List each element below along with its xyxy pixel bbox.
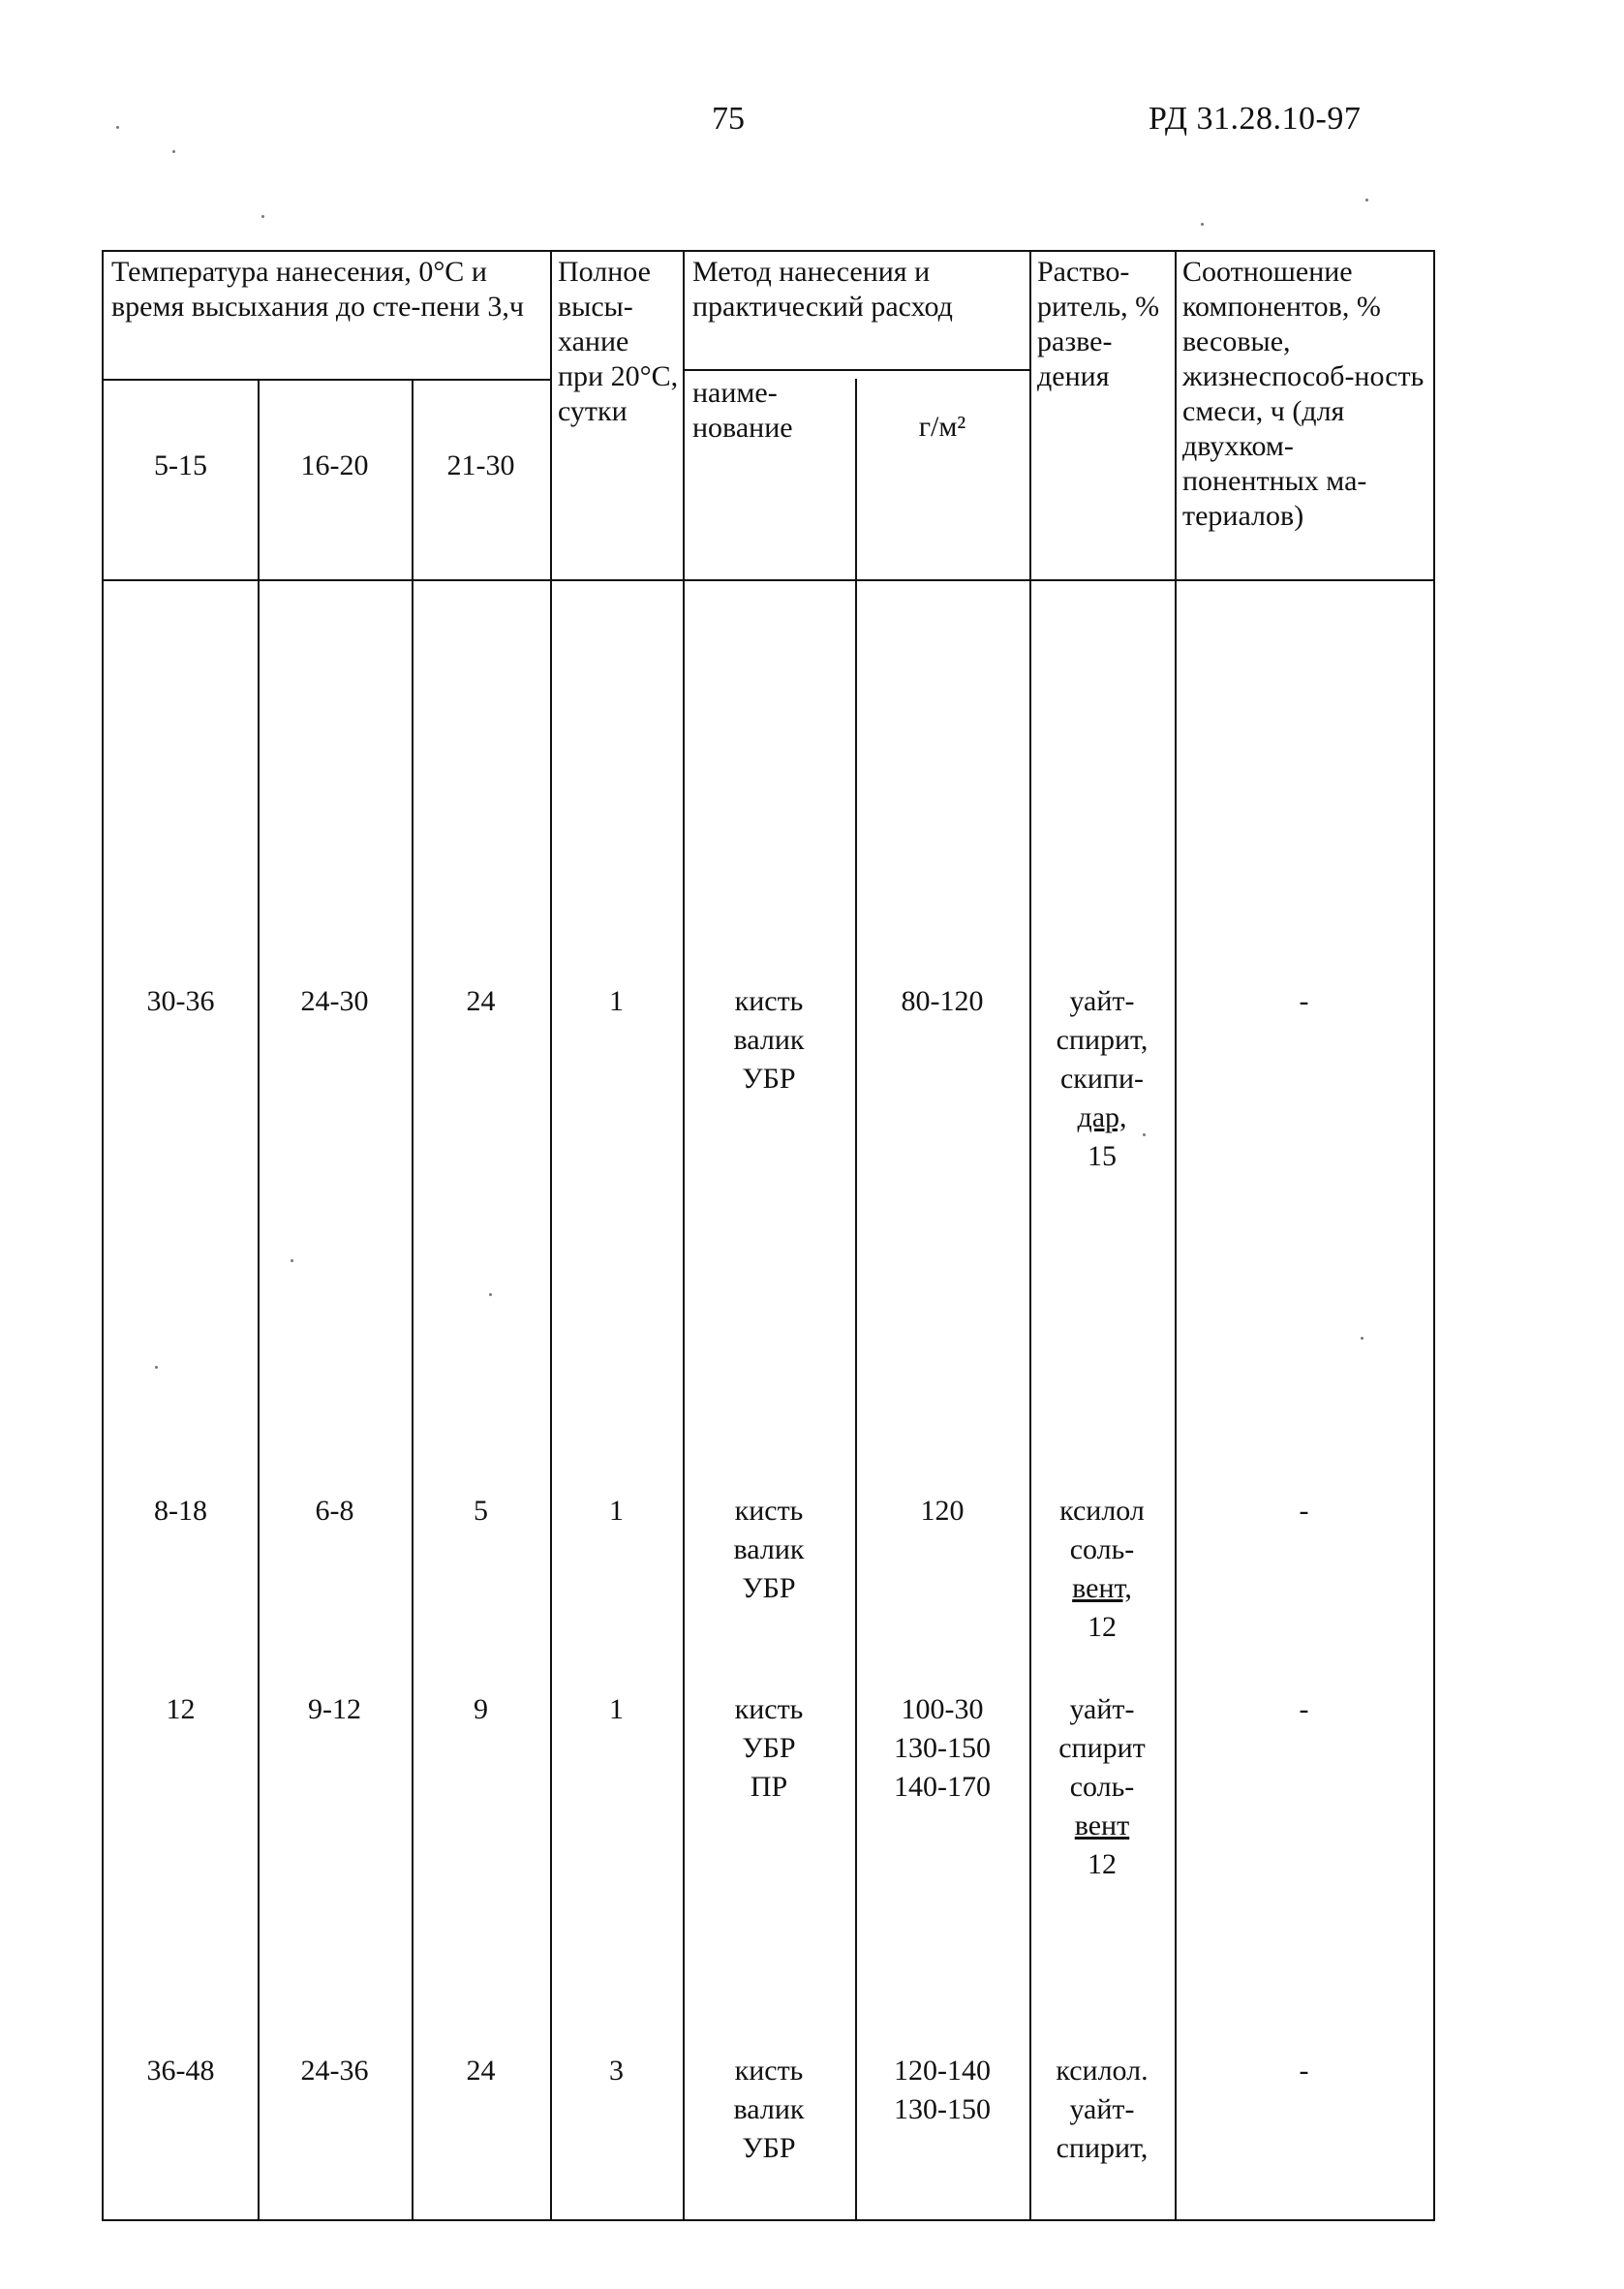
solvent-line: уайт- [1069, 1693, 1135, 1725]
row4-temp-21-30: 24 [466, 2055, 496, 2087]
header-temp-16-20: 16-20 [300, 449, 369, 481]
row2-ratio: - [1299, 1495, 1309, 1527]
solvent-dilution: 12 [1088, 1848, 1117, 1880]
scan-speck [155, 1366, 158, 1369]
header-method-name: наиме-нование [692, 377, 793, 444]
row3-ratio: - [1299, 1693, 1309, 1725]
solvent-line: уайт- [1069, 2093, 1135, 2125]
scan-speck [489, 1293, 492, 1296]
header-solvent: Раство-ритель, % разве-дения [1037, 256, 1160, 392]
solvent-dilution: 15 [1088, 1140, 1117, 1172]
method-item: валик [733, 1024, 805, 1056]
consumption-item: 130-150 [894, 2093, 991, 2125]
solvent-line: вент [1074, 1810, 1130, 1841]
method-item: кисть [734, 2055, 804, 2087]
solvent-line: соль- [1069, 1771, 1135, 1803]
method-item: кисть [734, 1495, 804, 1527]
method-item: валик [733, 2093, 805, 2125]
row1-methods [683, 982, 855, 1098]
document-code: РД 31.28.10-97 [1149, 101, 1362, 137]
scan-speck [1365, 199, 1368, 201]
scan-speck [1143, 1133, 1146, 1136]
solvent-line: спирит, [1056, 1024, 1149, 1056]
method-item: УБР [742, 2132, 796, 2164]
row1-ratio: - [1299, 985, 1309, 1017]
row4-solvent [1029, 2052, 1175, 2168]
scan-speck [1201, 223, 1204, 226]
solvent-line: ксилол [1059, 1495, 1145, 1527]
scan-speck [172, 150, 175, 153]
consumption-item: 140-170 [894, 1771, 991, 1803]
header-temp-5-15: 5-15 [154, 449, 207, 481]
method-item: валик [733, 1533, 805, 1565]
row4-consumption [855, 2052, 1029, 2129]
consumption-item: 100-30 [901, 1693, 984, 1725]
row4-temp-5-15: 36-48 [146, 2055, 215, 2087]
method-item: кисть [734, 985, 804, 1017]
row3-temp-21-30: 9 [474, 1693, 488, 1725]
row2-solvent [1029, 1492, 1175, 1647]
row2-temp-5-15: 8-18 [154, 1495, 207, 1527]
page-number: 75 [712, 101, 745, 137]
header-consumption-unit: г/м² [918, 411, 966, 443]
consumption-item: 80-120 [901, 985, 984, 1017]
row4-full-drying: 3 [609, 2055, 624, 2087]
row2-temp-21-30: 5 [474, 1495, 488, 1527]
consumption-item: 130-150 [894, 1732, 991, 1764]
solvent-line: скипи- [1059, 1063, 1145, 1095]
method-item: УБР [742, 1572, 796, 1604]
row2-consumption [855, 1492, 1029, 1531]
solvent-line: вент, [1072, 1572, 1132, 1604]
row1-temp-16-20: 24-30 [300, 985, 369, 1017]
consumption-item: 120 [920, 1495, 965, 1527]
header-component-ratio: Соотношение компонентов, % весовые, жизнеспособ-ность смеси, ч (для двухком-понентных ма-териалов) [1182, 256, 1425, 532]
row1-temp-21-30: 24 [466, 985, 496, 1017]
row1-solvent [1029, 982, 1175, 1176]
row2-full-drying: 1 [609, 1495, 624, 1527]
method-item: УБР [742, 1732, 796, 1764]
solvent-line: уайт- [1069, 985, 1135, 1017]
scan-speck [291, 1259, 293, 1262]
row3-temp-16-20: 9-12 [308, 1693, 361, 1725]
solvent-line: соль- [1069, 1533, 1135, 1565]
solvent-line: ксилол. [1056, 2055, 1149, 2087]
row4-methods [683, 2052, 855, 2168]
row1-consumption [855, 982, 1029, 1021]
row4-ratio: - [1299, 2055, 1309, 2087]
row3-solvent [1029, 1690, 1175, 1884]
row3-consumption [855, 1690, 1029, 1807]
solvent-line: спирит [1058, 1732, 1146, 1764]
consumption-item: 120-140 [894, 2055, 991, 2087]
row4-temp-16-20: 24-36 [300, 2055, 369, 2087]
solvent-line: дар, [1077, 1101, 1127, 1133]
header-temperature-group: Температура нанесения, 0°С и время высыхания до сте-пени 3,ч [111, 256, 524, 323]
method-item: УБР [742, 1063, 796, 1095]
row3-methods [683, 1690, 855, 1807]
row3-full-drying: 1 [609, 1693, 624, 1725]
header-method-group: Метод нанесения и практический расход [692, 256, 953, 323]
row1-temp-5-15: 30-36 [146, 985, 215, 1017]
solvent-line: спирит, [1056, 2132, 1149, 2164]
header-temp-21-30: 21-30 [446, 449, 515, 481]
solvent-dilution: 12 [1088, 1611, 1117, 1643]
scan-speck [261, 215, 264, 218]
method-item: кисть [734, 1693, 804, 1725]
row1-full-drying: 1 [609, 985, 624, 1017]
row3-temp-5-15: 12 [166, 1693, 196, 1725]
scan-speck [1361, 1337, 1364, 1340]
method-item: ПР [750, 1771, 788, 1803]
row2-methods [683, 1492, 855, 1608]
scan-speck [116, 126, 119, 129]
row2-temp-16-20: 6-8 [315, 1495, 354, 1527]
coating-parameters-table [102, 250, 1434, 2219]
header-full-drying: Полное высы-хание при 20°С, сутки [558, 256, 679, 427]
